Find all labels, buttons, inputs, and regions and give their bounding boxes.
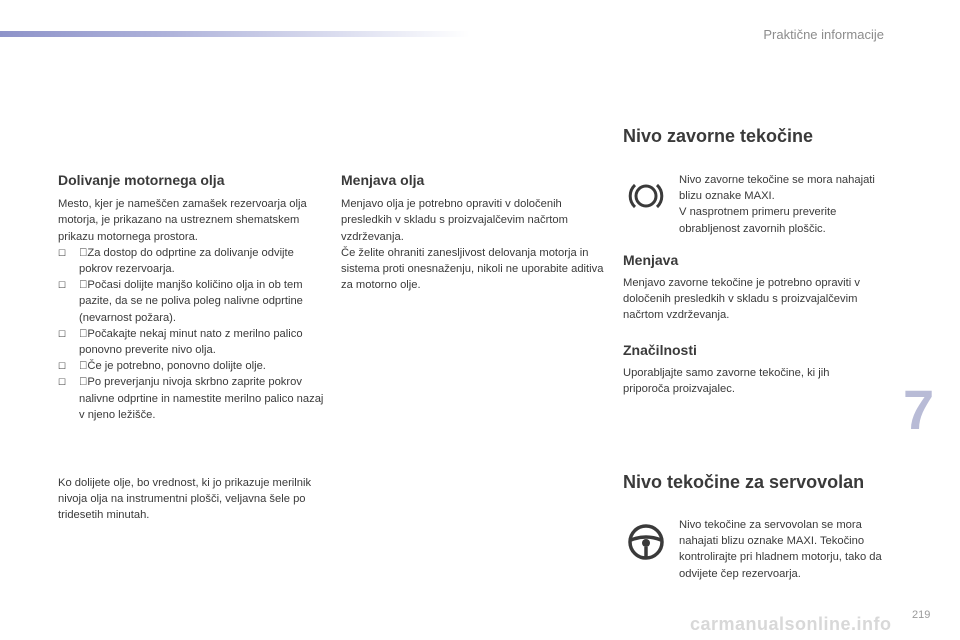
brake-change-heading: Menjava [623, 252, 679, 268]
oil-change-heading: Menjava olja [341, 172, 425, 188]
list-item: ☐ Počasi dolijte manjšo količino olja in ob tem pazite, da se ne poliva poleg nalivne odprtine (nevarnost požara). [58, 279, 303, 324]
checkbox-bullet-icon: ☐ [58, 377, 67, 388]
brake-fluid-title: Nivo zavorne tekočine [623, 126, 814, 146]
section-title: Praktične informacije [763, 27, 884, 42]
power-steering-text: Nivo tekočine za servovolan se mora nahajati blizu oznake MAXI. Tekočino kontrolirajte pri hladnem motorju, tako da odvijete čep rezervoarja. [679, 519, 882, 580]
checkbox-bullet-icon: ☐ [58, 361, 67, 372]
power-steering-title: Nivo tekočine za servovolan [623, 472, 865, 492]
oil-topup-intro: Mesto, kjer je nameščen zamašek rezervoarja olja motorja, je prikazano na ustreznem shematskem prikazu motornega prostora. [58, 198, 307, 243]
brake-spec-text: Uporabljajte samo zavorne tekočine, ki jih priporoča proizvajalec. [623, 367, 830, 396]
oil-topup-note: Ko dolijete olje, bo vrednost, ki jo prikazuje merilnik nivoja olja na instrumentni plošči, veljavna šele po tridesetih minutah. [58, 477, 312, 522]
brake-change-text: Menjavo zavorne tekočine je potrebno opraviti v določenih presledkih v skladu s proizvajalčevim načrtom vzdrževanja. [623, 277, 860, 322]
list-item: ☐ Počakajte nekaj minut nato z merilno palico ponovno preverite nivo olja. [58, 327, 303, 357]
oil-topup-section [58, 172, 326, 423]
page-number: 219 [912, 609, 931, 621]
checkbox-bullet-icon: ☐ [58, 328, 67, 339]
brake-warning-icon [626, 176, 666, 216]
watermark: carmanualsonline.info [690, 614, 892, 634]
steering-wheel-icon [626, 522, 666, 562]
brake-spec-heading: Značilnosti [623, 342, 697, 358]
oil-change-section [341, 172, 607, 293]
checkbox-bullet-icon: ☐ [58, 247, 67, 258]
list-item: ☐ Za dostop do odprtine za dolivanje odvijte pokrov rezervoarja. [58, 246, 294, 276]
oil-change-text: Menjavo olja je potrebno opraviti v določenih presledkih v skladu s proizvajalčevim načrtom vzdrževanja. [341, 198, 568, 243]
checkbox-bullet-icon: ☐ [58, 280, 67, 291]
list-item: ☐ Po preverjanju nivoja skrbno zaprite pokrov nalivne odprtine in namestite merilno palico nazaj v njeno ležišče. [58, 376, 324, 421]
chapter-number: 7 [903, 378, 935, 441]
header-accent-bar [0, 31, 470, 37]
oil-topup-steps [58, 245, 326, 423]
oil-change-text-2: Če želite ohraniti zanesljivost delovanja motorja in sistema proti onesnaženju, nikoli ne uporabite aditiva za motorno olje. [341, 246, 604, 292]
list-item: ☐ Če je potrebno, ponovno dolijte olje. [58, 358, 326, 374]
oil-topup-heading: Dolivanje motornega olja [58, 172, 225, 188]
brake-fluid-description: Nivo zavorne tekočine se mora nahajati blizu oznake MAXI. V nasprotnem primeru preverite obrabljenost zavornih ploščic. [679, 174, 875, 235]
